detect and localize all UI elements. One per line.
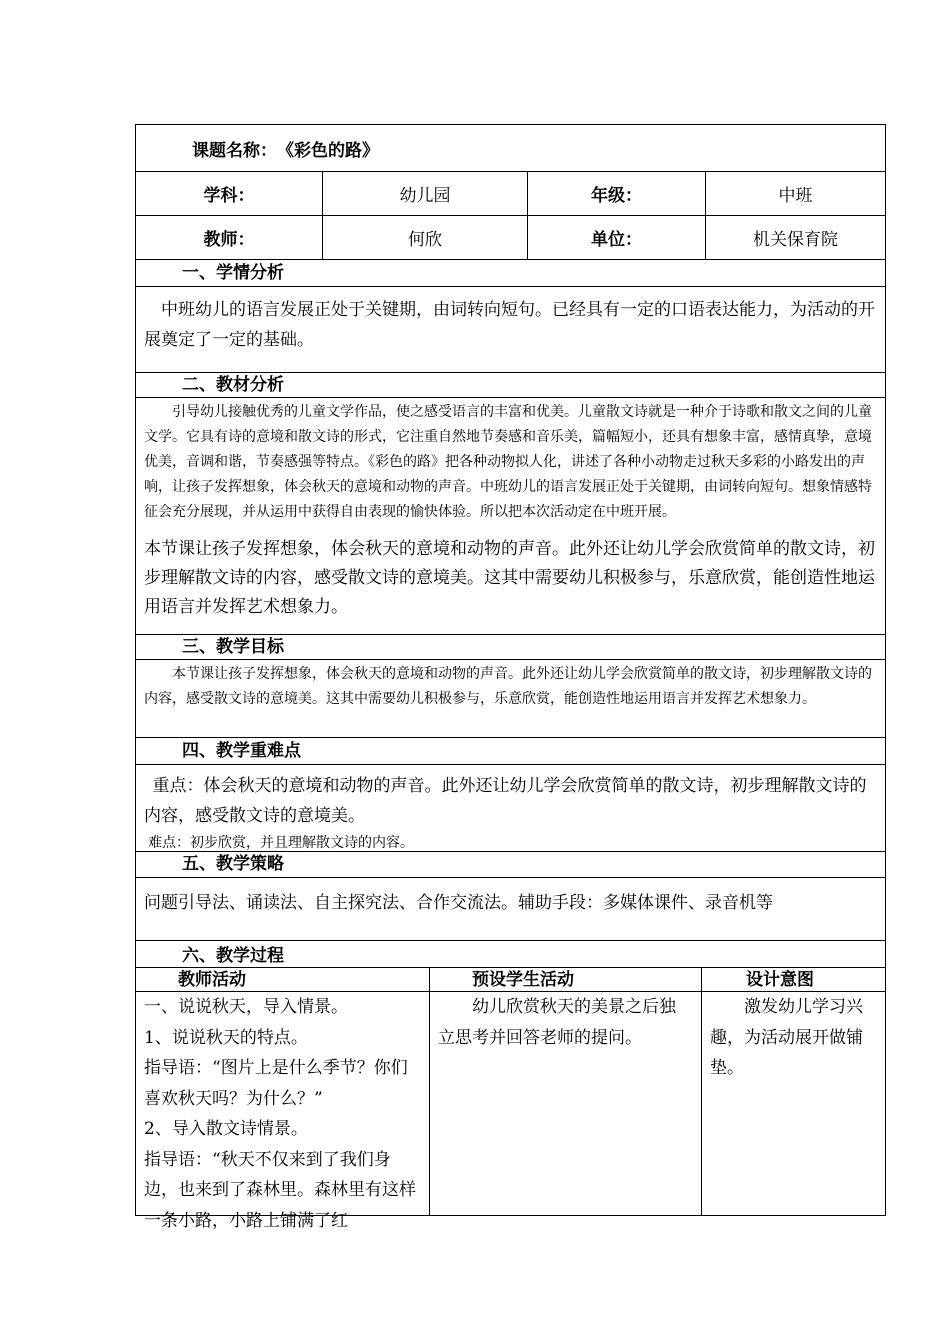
topic-label: 课题名称： (192, 140, 277, 161)
section-title-material-analysis: 二、教材分析 (136, 373, 885, 398)
design-intent-cell (702, 992, 885, 1215)
section-body-teaching-goals (136, 660, 885, 738)
section-body-key-points (136, 765, 885, 852)
teaching-strategy-text: 问题引导法、诵读法、自主探究法、合作交流法。辅助手段：多媒体课件、录音机等 (144, 893, 773, 913)
student-activity-cell (430, 992, 702, 1215)
unit-label: 单位： (528, 216, 706, 259)
learner-analysis-text: 中班幼儿的语言发展正处于关键期，由词转向短句。已经具有一定的口语表达能力，为活动的开展奠定了一定的基础。 (144, 300, 875, 350)
design-intent-text: 激发幼儿学习兴趣，为活动展开做铺垫。 (710, 997, 863, 1078)
section-title-teaching-process: 六、教学过程 (136, 941, 885, 968)
material-analysis-text: 引导幼儿接触优秀的儿童文学作品，使之感受语言的丰富和优美。儿童散文诗就是一种介于诗歌和散文之间的儿童文学。它具有诗的意境和散文诗的形式，它注重自然地节奏感和音乐美，篇幅短小，还具有想象丰富，感情真挚，意境优美，音调和谐，节奏感强等特点。《彩色的路》把各种动物拟人化，讲述了各种小动物走过秋天多彩的小路发出的声响，让孩子发挥想象，体会秋天的意境和动物的声音。中班幼儿的语言发展正处于关键期，由词转向短句。想象情感特征会充分展现，并从运用中获得自由表现的愉快体验。所以把本次活动定在中班开展。 (144, 404, 872, 520)
section-title-teaching-goals: 三、教学目标 (136, 635, 885, 660)
teacher-line-1: 一、说说秋天，导入情景。 (144, 997, 348, 1017)
subject-label: 学科： (136, 172, 323, 215)
unit-value: 机关保育院 (753, 230, 838, 250)
grade-value: 中班 (778, 186, 813, 206)
process-header-row (136, 968, 885, 992)
section-body-learner-analysis (136, 287, 885, 373)
section-title-teaching-strategy: 五、教学策略 (136, 852, 885, 878)
teacher-line-4: 2、导入散文诗情景。 (144, 1119, 308, 1139)
teacher-unit-row (136, 216, 885, 260)
teacher-line-3: 指导语：“图片上是什么季节？你们喜欢秋天吗？为什么？” (144, 1058, 408, 1109)
grade-label: 年级： (528, 172, 706, 215)
col-design-intent: 设计意图 (746, 970, 814, 990)
teacher-activity-cell (136, 992, 430, 1231)
topic-row (136, 125, 885, 172)
subject-value: 幼儿园 (323, 172, 528, 215)
teacher-label: 教师： (136, 216, 323, 259)
material-analysis-text-2: 本节课让孩子发挥想象，体会秋天的意境和动物的声音。此外还让幼儿学会欣赏简单的散文诗，初步理解散文诗的内容，感受散文诗的意境美。这其中需要幼儿积极参与，乐意欣赏，能创造性地运用语言并发挥艺术想象力。 (144, 539, 875, 617)
teacher-value: 何欣 (323, 216, 528, 259)
col-teacher-activity: 教师活动 (136, 968, 430, 991)
section-body-material-analysis (136, 398, 885, 635)
difficult-point-text: 难点：初步欣赏，并且理解散文诗的内容。 (148, 835, 414, 851)
teaching-goals-text: 本节课让孩子发挥想象，体会秋天的意境和动物的声音。此外还让幼儿学会欣赏简单的散文诗，初步理解散文诗的内容，感受散文诗的意境美。这其中需要幼儿积极参与，乐意欣赏，能创造性地运用语言并发挥艺术想象力。 (144, 666, 872, 707)
key-point-text: 重点：体会秋天的意境和动物的声音。此外还让幼儿学会欣赏简单的散文诗，初步理解散文诗的内容，感受散文诗的意境美。 (144, 776, 867, 826)
section-body-teaching-strategy (136, 878, 885, 941)
lesson-plan-table (135, 124, 886, 1231)
col-student-activity: 预设学生活动 (430, 968, 702, 991)
process-body-row (136, 992, 885, 1231)
section-title-key-points: 四、教学重难点 (136, 738, 885, 765)
section-title-learner-analysis: 一、学情分析 (136, 260, 885, 287)
subject-grade-row (136, 172, 885, 216)
topic-title: 《彩色的路》 (277, 140, 379, 161)
teacher-line-5: 指导语：“秋天不仅来到了我们身边，也来到了森林里。森林里有这样一条小路，小路上铺满了红 (144, 1149, 416, 1231)
teacher-line-2: 1、说说秋天的特点。 (144, 1027, 308, 1048)
student-activity-text: 幼儿欣赏秋天的美景之后独立思考并回答老师的提问。 (438, 997, 676, 1048)
